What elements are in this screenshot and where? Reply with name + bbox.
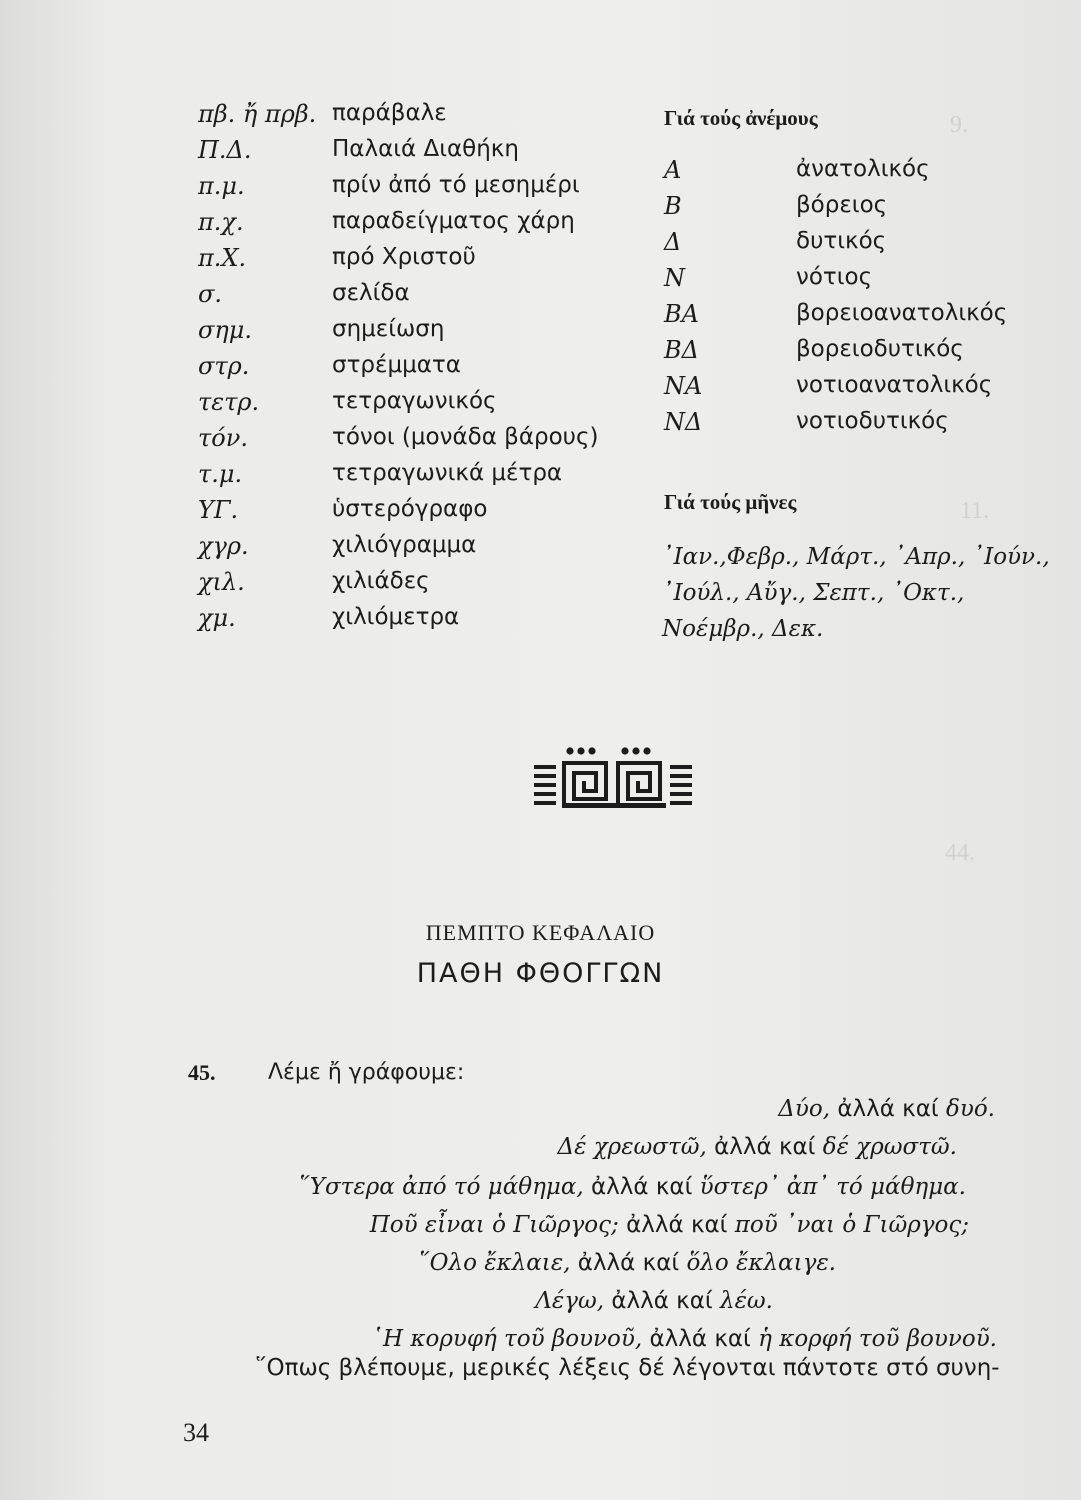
- abbreviation-meaning: σημείωση: [332, 316, 445, 342]
- abbreviation: π.Χ.: [198, 244, 247, 272]
- wind-meaning: βορειοανατολικός: [796, 300, 1008, 326]
- months-line: Νοέμβρ., Δεκ.: [662, 616, 824, 642]
- abbreviation: π.χ.: [198, 208, 244, 236]
- wind-abbreviation: ΒΔ: [664, 336, 699, 364]
- wind-abbreviation: Δ: [664, 228, 682, 256]
- example-line: [195, 1096, 995, 1122]
- example-variant: δέ χρωστῶ.: [822, 1134, 957, 1160]
- example-connector: ἀλλά καί: [714, 1134, 816, 1160]
- abbreviation: χιλ.: [198, 568, 245, 596]
- wind-abbreviation: Α: [664, 156, 682, 184]
- example-form: ῞Ολο ἔκλαιε,: [418, 1250, 571, 1276]
- example-form: Δέ χρεωστῶ,: [557, 1134, 707, 1160]
- example-form: Λέγω,: [535, 1288, 605, 1314]
- abbreviation-meaning: πρίν ἀπό τό μεσημέρι: [332, 172, 580, 198]
- example-connector: ἀλλά καί: [626, 1212, 728, 1238]
- chapter-title: ΠΑΘΗ ΦΘΟΓΓΩΝ: [416, 958, 665, 989]
- abbreviation: χγρ.: [198, 532, 249, 560]
- abbreviation: χμ.: [198, 604, 236, 632]
- abbreviation-meaning: τετραγωνικά μέτρα: [332, 460, 563, 486]
- paragraph-closing-line: ῞Οπως βλέπουμε, μερικές λέξεις δέ λέγονται πάντοτε στό συνη-: [255, 1355, 1000, 1381]
- abbreviation: ΥΓ.: [198, 496, 239, 524]
- abbreviation-meaning: χιλιόμετρα: [332, 604, 460, 630]
- abbreviation: στρ.: [198, 352, 250, 380]
- example-line: [36, 1250, 836, 1276]
- abbreviation: τετρ.: [198, 388, 260, 416]
- wind-meaning: νοτιοδυτικός: [796, 408, 949, 434]
- example-variant: δυό.: [946, 1096, 995, 1122]
- paragraph-intro: Λέμε ἤ γράφουμε:: [268, 1060, 465, 1085]
- example-line: [169, 1212, 969, 1238]
- example-connector: ἀλλά καί: [611, 1288, 713, 1314]
- abbreviation-meaning: Παλαιά Διαθήκη: [332, 136, 519, 162]
- example-form: ῞Υστερα ἀπό τό μάθημα,: [298, 1174, 584, 1200]
- chapter-number: ΠΕΜΠΤΟ ΚΕΦΑΛΑΙΟ: [425, 920, 656, 945]
- wind-abbreviation: ΝΑ: [664, 372, 703, 400]
- wind-meaning: νότιος: [796, 264, 873, 290]
- winds-heading: Γιά τούς ἀνέμους: [664, 106, 818, 130]
- abbreviation-meaning: πρό Χριστοῦ: [332, 244, 476, 270]
- abbreviation: π.μ.: [198, 172, 245, 200]
- meander-ornament-icon: [528, 745, 698, 817]
- abbreviation-meaning: στρέμματα: [332, 352, 461, 378]
- abbreviation: τόν.: [198, 424, 248, 452]
- abbreviation: Π.Δ.: [198, 136, 252, 164]
- example-connector: ἀλλά καί: [837, 1096, 939, 1122]
- wind-meaning: βόρειος: [796, 192, 888, 218]
- example-connector: ἀλλά καί: [649, 1326, 751, 1352]
- page-number: 34: [183, 1418, 209, 1447]
- abbreviation-meaning: παράβαλε: [332, 100, 447, 126]
- abbreviation: τ.μ.: [198, 460, 243, 488]
- wind-meaning: βορειοδυτικός: [796, 336, 964, 362]
- show-through-text: 44.: [945, 840, 975, 866]
- abbreviation: σημ.: [198, 316, 252, 344]
- example-form: Δύο,: [778, 1096, 831, 1122]
- example-line: [0, 1288, 773, 1314]
- abbreviation-meaning: χιλιόγραμμα: [332, 532, 477, 558]
- paragraph-number: 45.: [188, 1060, 216, 1085]
- months-line: ᾽Ιούλ., Αὔγ., Σεπτ., ᾽Οκτ.,: [662, 580, 965, 606]
- abbreviation-meaning: τετραγωνικός: [332, 388, 497, 414]
- wind-meaning: νοτιοανατολικός: [796, 372, 993, 398]
- abbreviation-meaning: παραδείγματος χάρη: [332, 208, 575, 234]
- example-connector: ἀλλά καί: [591, 1174, 693, 1200]
- example-line: [197, 1326, 997, 1352]
- example-form: ῾Η κορυφή τοῦ βουνοῦ,: [371, 1326, 643, 1352]
- wind-abbreviation: ΒΑ: [664, 300, 699, 328]
- example-variant: λέω.: [720, 1288, 773, 1314]
- wind-meaning: ἀνατολικός: [796, 156, 930, 182]
- example-line: [166, 1174, 966, 1200]
- wind-abbreviation: Β: [664, 192, 682, 220]
- example-variant: ὕστερ᾽ ἀπ᾽ τό μάθημα.: [699, 1174, 966, 1200]
- show-through-text: 9.: [950, 112, 968, 138]
- wind-abbreviation: Ν: [664, 264, 685, 292]
- example-variant: ὅλο ἔκλαιγε.: [686, 1250, 836, 1276]
- show-through-text: 11.: [960, 498, 990, 524]
- months-heading: Γιά τούς μῆνες: [664, 490, 797, 514]
- abbreviation: σ.: [198, 280, 223, 308]
- abbreviation-meaning: σελίδα: [332, 280, 410, 306]
- wind-meaning: δυτικός: [796, 228, 887, 254]
- example-connector: ἀλλά καί: [577, 1250, 680, 1276]
- abbreviation-meaning: τόνοι (μονάδα βάρους): [332, 424, 599, 450]
- example-form: Ποῦ εἶναι ὁ Γιῶργος;: [369, 1212, 619, 1238]
- example-variant: ἡ κορφή τοῦ βουνοῦ.: [758, 1326, 997, 1352]
- wind-abbreviation: ΝΔ: [664, 408, 703, 436]
- abbreviation-meaning: χιλιάδες: [332, 568, 430, 594]
- example-variant: ποῦ ᾽ναι ὁ Γιῶργος;: [734, 1212, 969, 1238]
- months-line: ᾽Ιαν.,Φεβρ., Μάρτ., ᾽Απρ., ᾽Ιούν.,: [662, 544, 1050, 570]
- abbreviation: πβ. ἤ πρβ.: [198, 100, 317, 128]
- example-line: [157, 1134, 957, 1160]
- abbreviation-meaning: ὑστερόγραφο: [332, 496, 488, 522]
